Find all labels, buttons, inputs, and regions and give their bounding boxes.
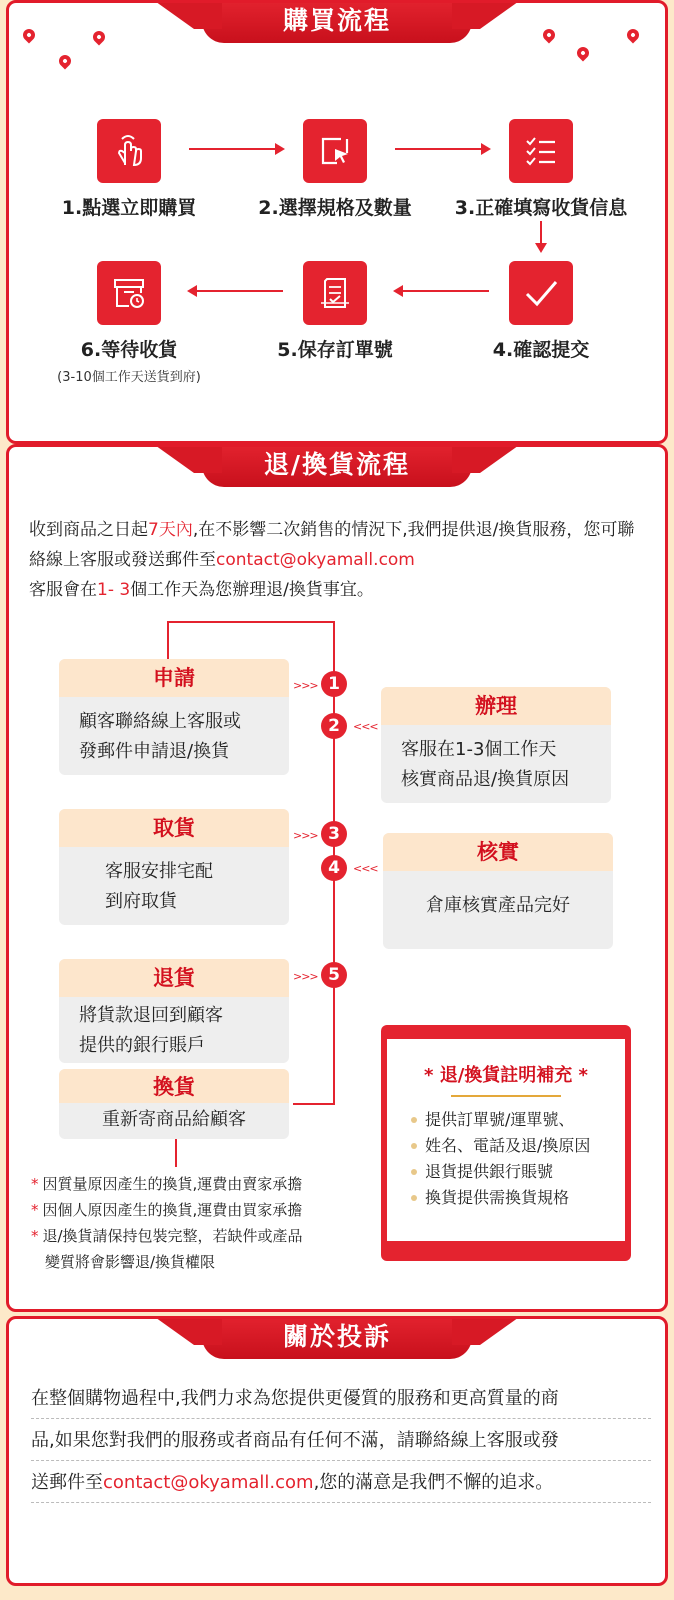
card-apply-title: 申請	[59, 659, 289, 697]
step-6-label: 6.等待收貨	[80, 339, 178, 361]
map-pin-icon	[541, 27, 558, 44]
card-handle-title: 辦理	[381, 687, 611, 725]
note-item: 提供訂單號/運單號、	[387, 1107, 625, 1133]
map-pin-icon	[625, 27, 642, 44]
card-verify	[383, 833, 613, 949]
step-3-label: 3.正確填寫收貨信息	[454, 197, 628, 219]
card-apply-text: 發郵件申請退/換貨	[79, 741, 230, 762]
cursor-select-icon	[303, 119, 367, 183]
intro-text: 客服會在	[29, 580, 97, 600]
star-icon: *	[31, 1201, 39, 1219]
footnote-text: 退/換貨請保持包裝完整，若缺件或產品	[42, 1227, 303, 1245]
footnote	[31, 1223, 303, 1249]
returns-process-panel	[6, 444, 668, 1312]
document-icon	[303, 261, 367, 325]
card-refund-text: 提供的銀行賬戶	[79, 1035, 205, 1056]
step-4	[441, 261, 641, 362]
note-item-text: 姓名、電話及退/換原因	[425, 1136, 591, 1155]
chevron-right-icon: >>>	[293, 970, 318, 983]
returns-process-title: 退/換貨流程	[202, 444, 472, 487]
returns-note-box	[381, 1025, 631, 1261]
complaint-line	[31, 1461, 651, 1503]
complaint-text-part: 送郵件至	[31, 1472, 103, 1493]
chevron-right-icon: >>>	[293, 829, 318, 842]
checklist-icon	[509, 119, 573, 183]
card-verify-title: 核實	[383, 833, 613, 871]
chevron-right-icon: >>>	[293, 679, 318, 692]
card-verify-text: 倉庫核實產品完好	[426, 895, 570, 916]
card-pickup-title: 取貨	[59, 809, 289, 847]
card-handle	[381, 687, 611, 803]
card-apply-text: 顧客聯絡線上客服或	[79, 711, 241, 732]
footnote-text: 因個人原因產生的換貨,運費由買家承擔	[42, 1201, 303, 1219]
note-item: 退貨提供銀行賬號	[387, 1159, 625, 1185]
intro-text: ,在不影響二次銷售的情況下,我們提供退/換貨服務，您可聯絡線上客服或發送郵件至	[29, 520, 635, 570]
footnote	[31, 1197, 303, 1223]
step-number-3: 3	[321, 821, 347, 847]
step-number-1: 1	[321, 671, 347, 697]
chevron-left-icon: <<<	[353, 720, 378, 733]
step-2	[235, 119, 435, 220]
step-5	[235, 261, 435, 362]
map-pin-icon	[575, 45, 592, 62]
card-pickup-text: 到府取貨	[105, 891, 177, 912]
note-divider	[451, 1095, 561, 1097]
flow-line	[175, 1137, 177, 1167]
purchase-process-panel	[6, 0, 668, 444]
step-3	[441, 119, 641, 220]
step-2-label: 2.選擇規格及數量	[258, 197, 412, 219]
hand-pointer-icon	[97, 119, 161, 183]
step-number-4: 4	[321, 855, 347, 881]
step-number-2: 2	[321, 713, 347, 739]
card-apply	[59, 659, 289, 775]
intro-text: 收到商品之日起	[29, 520, 148, 540]
card-exchange-text: 重新寄商品給顧客	[102, 1109, 246, 1130]
flow-line	[167, 621, 169, 659]
card-exchange	[59, 1069, 289, 1139]
step-4-label: 4.確認提交	[492, 339, 590, 361]
arrow-down	[540, 221, 542, 251]
step-1	[29, 119, 229, 220]
star-icon: *	[31, 1175, 39, 1193]
star-icon: *	[31, 1227, 39, 1245]
step-1-label: 1.點選立即購買	[61, 197, 197, 219]
intro-days: 7天內	[148, 520, 193, 540]
complaint-text	[31, 1377, 651, 1503]
flow-line	[167, 621, 335, 623]
step-6-sub: (3-10個工作天送貨到府)	[57, 370, 201, 385]
card-pickup	[59, 809, 289, 925]
purchase-process-title: 購買流程	[202, 0, 472, 43]
complaint-line: 在整個購物過程中,我們力求為您提供更優質的服務和更高質量的商	[31, 1377, 651, 1419]
returns-footnotes	[31, 1171, 303, 1275]
flow-line	[293, 1103, 335, 1105]
box-clock-icon	[97, 261, 161, 325]
map-pin-icon	[21, 27, 38, 44]
card-refund	[59, 959, 289, 1063]
card-exchange-title: 換貨	[59, 1069, 289, 1103]
step-6	[29, 261, 229, 385]
footnote-text: 因質量原因產生的換貨,運費由賣家承擔	[42, 1175, 303, 1193]
complaint-text-part: ,您的滿意是我們不懈的追求。	[313, 1472, 554, 1493]
footnote-text: 變質將會影響退/換貨權限	[45, 1253, 216, 1271]
complaint-line: 品,如果您對我們的服務或者商品有任何不滿，請聯絡線上客服或發	[31, 1419, 651, 1461]
contact-email-link[interactable]: contact@okyamall.com	[216, 550, 415, 570]
footnote	[31, 1249, 303, 1275]
map-pin-icon	[91, 29, 108, 46]
step-number-5: 5	[321, 962, 347, 988]
complaint-title: 關於投訴	[202, 1316, 472, 1359]
footnote	[31, 1171, 303, 1197]
map-pin-icon	[57, 53, 74, 70]
contact-email-link[interactable]: contact@okyamall.com	[103, 1472, 314, 1493]
card-pickup-text: 客服安排宅配	[105, 861, 213, 882]
card-refund-text: 將貨款退回到顧客	[79, 1005, 223, 1026]
chevron-left-icon: <<<	[353, 862, 378, 875]
note-item-cont	[387, 1133, 625, 1159]
intro-workdays: 1- 3	[97, 580, 131, 600]
intro-text: 個工作天為您辦理退/換貨事宜。	[130, 580, 374, 600]
card-handle-text: 客服在1-3個工作天	[401, 739, 557, 760]
note-item: 換貨提供需換貨規格	[387, 1185, 625, 1211]
step-5-label: 5.保存訂單號	[277, 339, 393, 361]
note-title: * 退/換貨註明補充 *	[424, 1065, 588, 1086]
returns-intro	[29, 515, 649, 605]
complaint-panel	[6, 1316, 668, 1586]
card-handle-text: 核實商品退/換貨原因	[401, 769, 570, 790]
checkmark-icon	[509, 261, 573, 325]
card-refund-title: 退貨	[59, 959, 289, 997]
